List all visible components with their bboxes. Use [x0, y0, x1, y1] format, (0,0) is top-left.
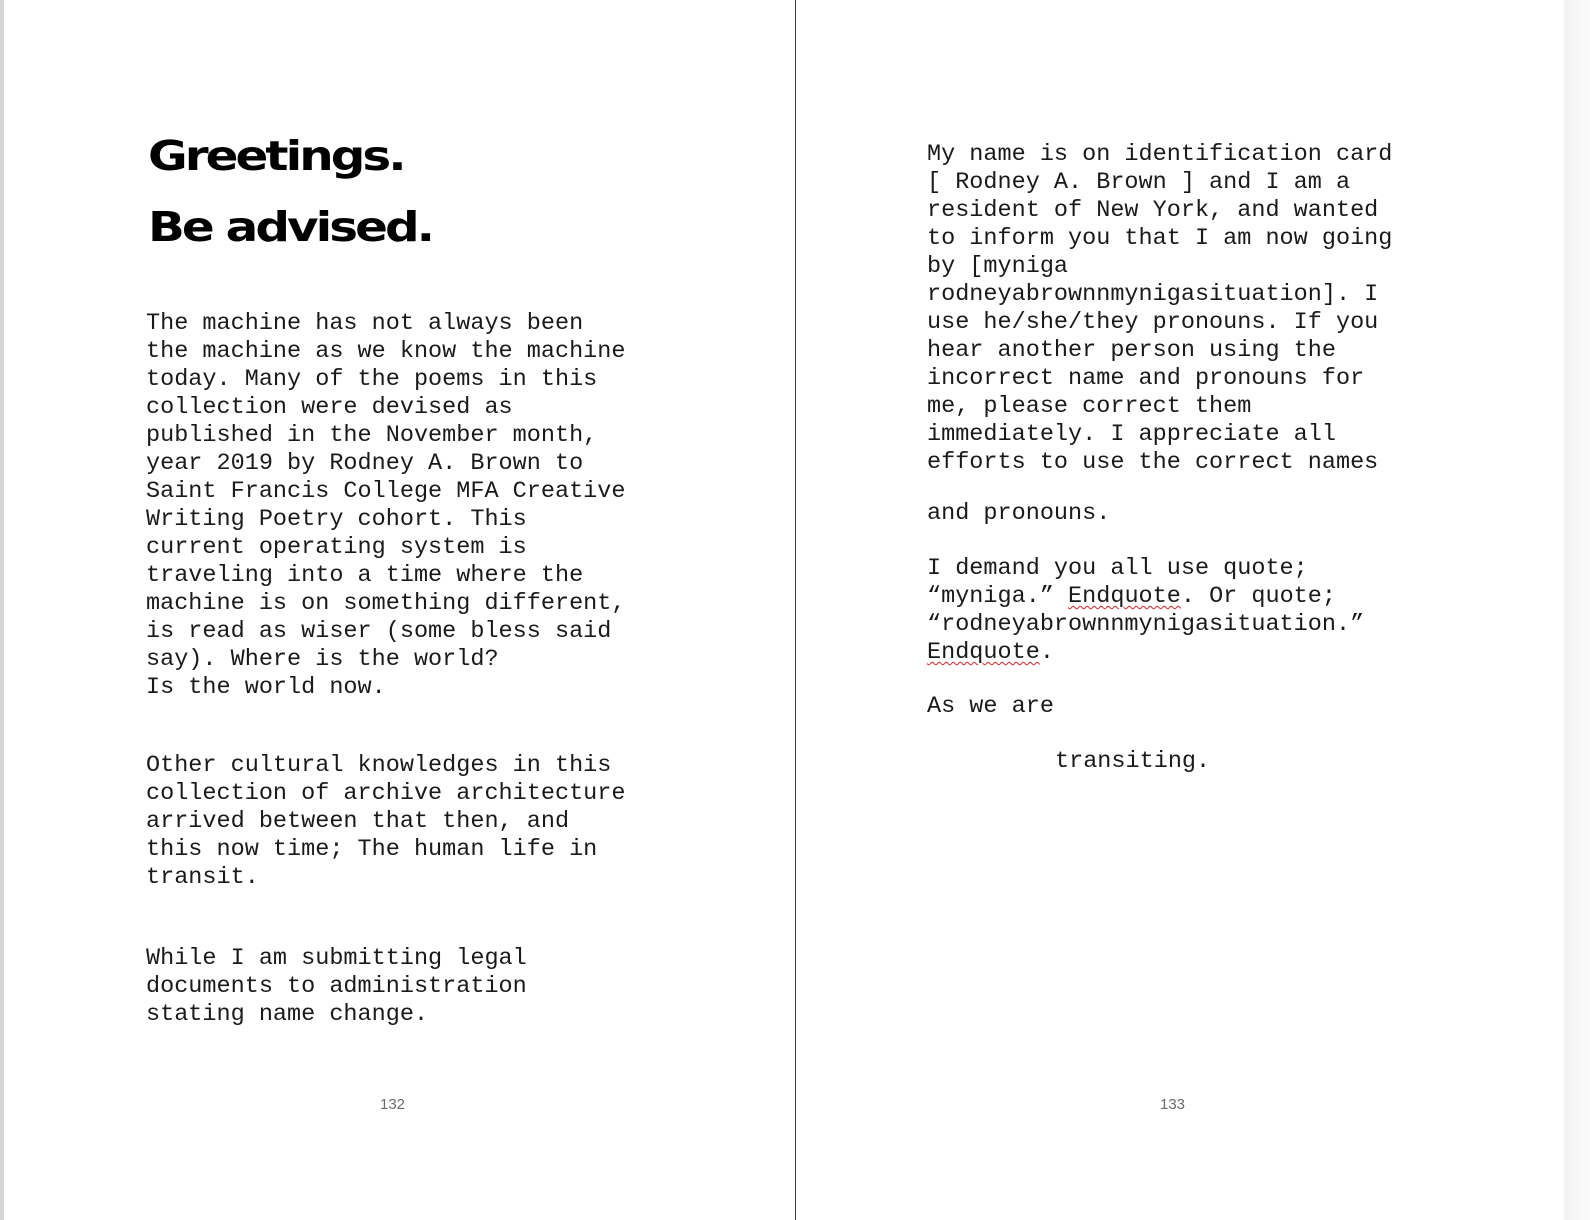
quote-line-3: “rodneyabrownnmynigasituation.”: [927, 611, 1365, 638]
left-paragraph-machine: The machine has not always been the machine as we know the machine today. Many of the poems in this collection were devised as published in the November month, year 2019 by Rodney A. Brown to Saint Francis College MFA Creative Writing Poetry cohort. This current operating system is traveling into a time where the machine is on something different, is read as wiser (some bless said say). Where is the world? Is the world now.: [146, 310, 626, 701]
heading-be-advised: Be advised.: [148, 203, 433, 251]
spellcheck-word-endquote-2[interactable]: Endquote: [927, 639, 1040, 666]
right-page: [796, 0, 1564, 1220]
left-paragraph-cultural-knowledges: Other cultural knowledges in this collection of archive architecture arrived between that then, and this now time; The human life in transit.: [146, 752, 626, 891]
right-paragraph-name-statement: My name is on identification card [ Rodney A. Brown ] and I am a resident of New York, and wanted to inform you that I am now going by [myniga rodneyabrownnmynigasituation]. I use he/she/they pronouns. If you hear another person using the incorrect name and pronouns for me, please correct them immediately. I appreciate all efforts to use the correct names: [927, 141, 1393, 476]
right-paragraph-pronouns: and pronouns.: [927, 500, 1111, 527]
right-paragraph-quote-demand: [927, 555, 1364, 667]
right-paragraph-transiting: transiting.: [1055, 748, 1211, 775]
right-paragraph-as-we-are: As we are: [927, 693, 1054, 720]
heading-greetings: Greetings.: [148, 132, 404, 180]
quote-line-2-end: . Or quote;: [1180, 583, 1336, 610]
quote-line-2-start: “myniga.”: [927, 583, 1069, 610]
page-number-left: 132: [380, 1096, 406, 1113]
quote-line-4-end: .: [1039, 639, 1054, 666]
spellcheck-word-endquote[interactable]: Endquote: [1068, 583, 1181, 610]
left-paragraph-legal-documents: While I am submitting legal documents to administration stating name change.: [146, 945, 527, 1028]
quote-line-1: I demand you all use quote;: [927, 555, 1308, 582]
page-number-right: 133: [1160, 1096, 1186, 1113]
left-page: [4, 0, 795, 1220]
right-page-edge: [1564, 0, 1590, 1220]
